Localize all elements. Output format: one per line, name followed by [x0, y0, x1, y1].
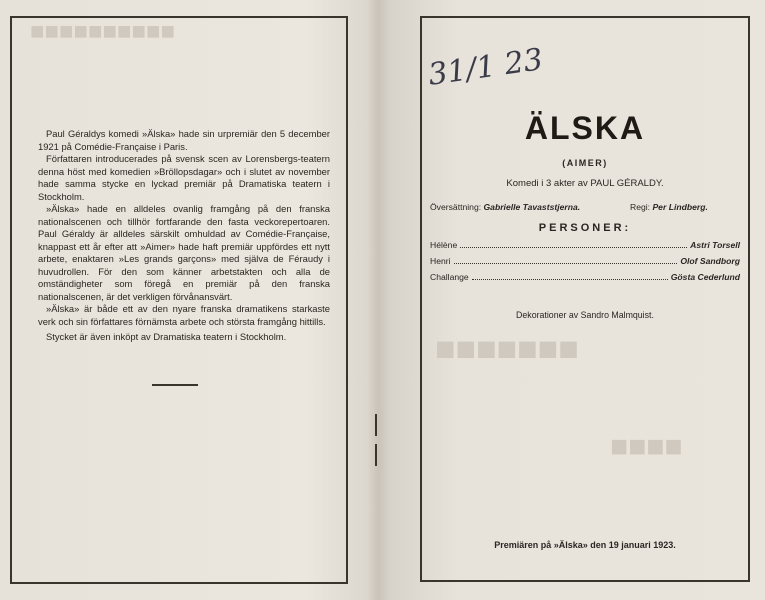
paragraph: Stycket är även inköpt av Dramatiska teatern i Stockholm. [46, 331, 287, 342]
dot-leader [454, 257, 678, 264]
divider-rule [152, 384, 198, 386]
translator-name: Gabrielle Tavaststjerna. [483, 202, 581, 212]
dot-leader [460, 241, 687, 248]
director-label: Regi: [630, 202, 651, 212]
premiere-notice: Premiären på »Älska» den 19 januari 1923. [494, 540, 676, 550]
cast-actor: Astri Torsell [690, 240, 740, 250]
cast-role: Challange [430, 272, 469, 282]
bleed-through-ghost: ■■■■■■■ [435, 330, 579, 368]
cast-role: Hélène [430, 240, 458, 250]
handwritten-note: 31/1 23 [426, 42, 545, 93]
bleed-through-ghost: ■■■■ [610, 430, 683, 463]
personer-heading: PERSONER: [538, 222, 632, 234]
translation-label: Översättning: [430, 202, 482, 212]
dot-leader [472, 273, 668, 280]
right-page-border [420, 16, 750, 582]
translation-credit [430, 202, 580, 212]
list-item [430, 256, 740, 272]
cast-role: Henri [430, 256, 451, 266]
comedy-line: Komedi i 3 akter av PAUL GÉRALDY. [506, 178, 664, 189]
left-page-text [38, 128, 330, 344]
decorations-credit: Dekorationer av Sandro Malmquist. [516, 310, 654, 320]
bleed-through-ghost: ■■■■■■■■■■ [30, 18, 175, 45]
paragraph: »Älska» hade en alldeles ovanlig framgång på den franska nationalscenen och tillhör fortfarande den fasta veckorepertoaren. Paul Géraldy är alldeles särskilt omhuldad av Comédie-Française, knappast ett år efter att »Aimer» hade haft premiär uppfördes ett nytt arbete, enaktaren »Les grands garçons» med själva de Féraudy i huvudrollen. För den som känner arbetstakten och alla de omständigheter som föregå en premiär på den franska nationalscenen, är det verkligen förvånansvärt. [38, 203, 330, 302]
cast-actor: Olof Sandborg [680, 256, 740, 266]
play-title: ÄLSKA [524, 110, 646, 146]
cast-actor: Gösta Cederlund [670, 272, 740, 282]
paragraph: Författaren introducerades på svensk scen av Lorensbergs-teatern denna höst med komedien »Bröllopsdagar» och i slutet av november hade samma stycke en lyckad premiär på Dramatiska teatern i Stockholm. [38, 153, 330, 202]
list-item [430, 272, 740, 288]
list-item [430, 240, 740, 256]
director-credit [630, 202, 708, 212]
cast-list [430, 240, 740, 288]
staple-mark [375, 414, 377, 436]
original-title: (AIMER) [562, 158, 608, 168]
paragraph: »Älska» är både ett av den nyare franska dramatikens starkaste verk och sin författares förnämsta arbete och största framgång hittills. [38, 303, 330, 327]
staple-mark [375, 444, 377, 466]
director-name: Per Lindberg. [652, 202, 708, 212]
paragraph: Paul Géraldys komedi »Älska» hade sin urpremiär den 5 december 1921 på Comédie-Française i Paris. [38, 128, 330, 152]
